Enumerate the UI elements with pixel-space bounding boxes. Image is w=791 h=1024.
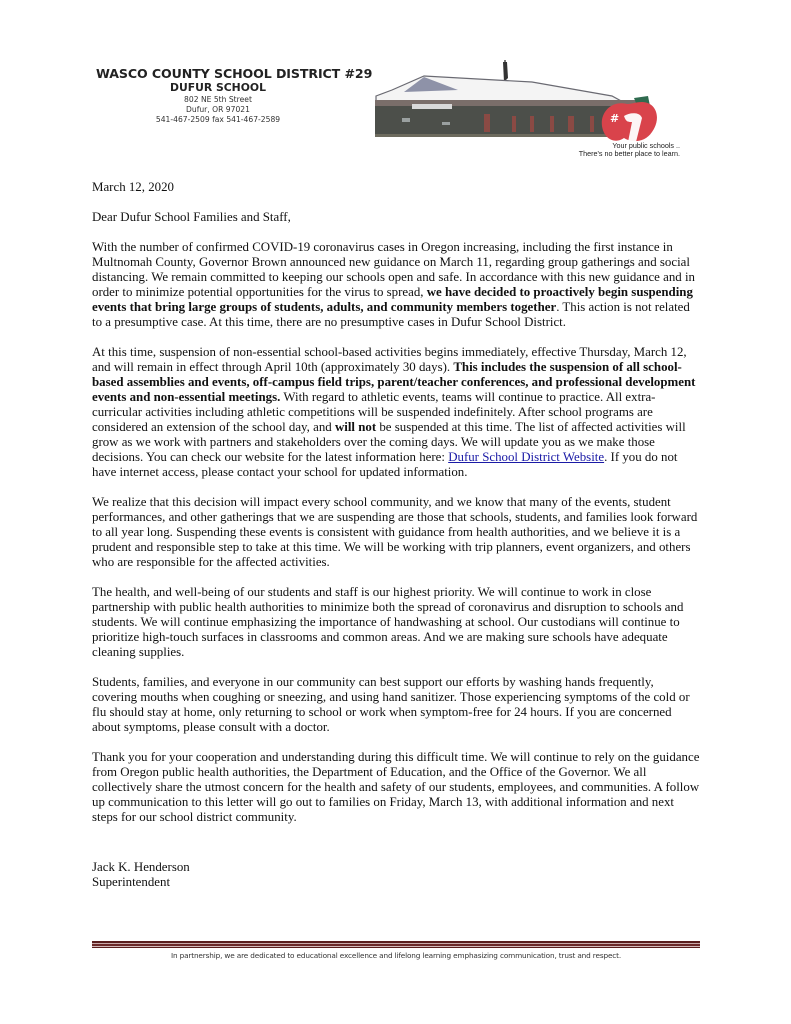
school-name: DUFUR SCHOOL <box>170 81 266 94</box>
paragraph-2: At this time, suspension of non-essential school-based activities begins immediately, effective Thursday, March 12, and will remain in effect through April 10th (approximately 30 days). This includes the suspension of all school-based assemblies and events, off-campus field trips, parent/teacher conferences, and professional development events and non-essential meetings. With regard to athletic events, teams will continue to practice. All extra-curricular activities including athletic competitions will be suspended indefinitely. After school programs are considered an extension of the school day, and will not be suspended at this time. The list of affected activities will grow as we work with partners and stakeholders over the coming days. We will update you as we make those decisions. You can check our website for the latest information here: Dufur School District Website. If you do not have internet access, please contact your school for updated information. <box>92 345 696 479</box>
street-address: 802 NE 5th Street <box>184 95 252 104</box>
phone-fax: 541-467-2509 fax 541-467-2589 <box>155 115 281 124</box>
footer-motto: In partnership, we are dedicated to educational excellence and lifelong learning emphasizing communication, trust and respect. <box>170 951 622 960</box>
tagline <box>579 142 680 158</box>
paragraph-5: Students, families, and everyone in our community can best support our efforts by washing hands frequently, covering mouths when coughing or sneezing, and using hand sanitizer. Those experiencing symptoms of the cold or flu should stay at home, only returning to school or work when symptom-free for 24 hours. If you are concerned about symptoms, please consult with a doctor. <box>92 675 690 734</box>
footer-divider <box>92 941 700 948</box>
letter-date: March 12, 2020 <box>92 180 174 194</box>
paragraph-4: The health, and well-being of our students and staff is our highest priority. We will continue to work in close partnership with public health authorities to minimize both the spread of coronavirus and disruption to schools and students. We will continue emphasizing the importance of handwashing at school. Our custodians will continue to prioritize high-touch surfaces in classrooms and common areas. And we are making sure schools have adequate cleaning supplies. <box>92 585 684 659</box>
paragraph-6: Thank you for your cooperation and understanding during this difficult time. We will continue to rely on the guidance from Oregon public health authorities, the Department of Education, and the Office of the Governor. We all collectively share the utmost concern for the health and safety of our students, employees, and communities. A follow up communication to this letter will go out to families on Friday, March 13, with additional information and next steps for our school district community. <box>92 750 700 824</box>
bold-emphasis: This includes the suspension of all school-based assemblies and events, off-campus field trips, parent/teacher conferences, and professional development events and non-essential meetings. <box>92 360 696 404</box>
tagline-line-2: There's no better place to learn. <box>578 149 680 158</box>
bold-emphasis: will not <box>334 420 377 434</box>
signature-title: Superintendent <box>92 875 171 889</box>
city-state-zip: Dufur, OR 97021 <box>186 105 250 114</box>
paragraph-3: We realize that this decision will impact every school community, and we know that many of the events, student performances, and other gatherings that we are suspending are those that schools, students, and families look forward to all year long. Suspending these events is consistent with guidance from health authorities, and we believe it is a prudent and responsible step to take at this time. We will be working with trip planners, event organizers, and others who are responsible for the affected activities. <box>92 495 698 569</box>
letterhead-address-block <box>96 66 373 125</box>
letter-body <box>92 180 702 840</box>
letterhead-graphic <box>372 56 692 166</box>
signature-block <box>92 860 190 890</box>
signature-name: Jack K. Henderson <box>92 860 190 874</box>
tagline-line-1: Your public schools .. <box>612 141 680 150</box>
district-name: WASCO COUNTY SCHOOL DISTRICT #29 <box>96 66 373 81</box>
district-website-link[interactable]: Dufur School District Website <box>448 450 605 464</box>
school-building-photo <box>372 56 692 142</box>
bold-emphasis: we have decided to proactively begin suspending events that bring large groups of students, adults, and community members together <box>92 285 693 314</box>
salutation: Dear Dufur School Families and Staff, <box>92 210 291 224</box>
paragraph-1: With the number of confirmed COVID-19 coronavirus cases in Oregon increasing, including the first instance in Multnomah County, Governor Brown announced new guidance on March 11, regarding group gatherings and social distancing. We remain committed to keeping our schools open and safe. In accordance with this new guidance and in order to minimize potential opportunities for the virus to spread, we have decided to proactively begin suspending events that bring large groups of students, adults, and community members together. This action is not related to a presumptive case. At this time, there are no presumptive cases in Dufur School District. <box>92 240 695 329</box>
svg-text:#: # <box>610 112 620 125</box>
